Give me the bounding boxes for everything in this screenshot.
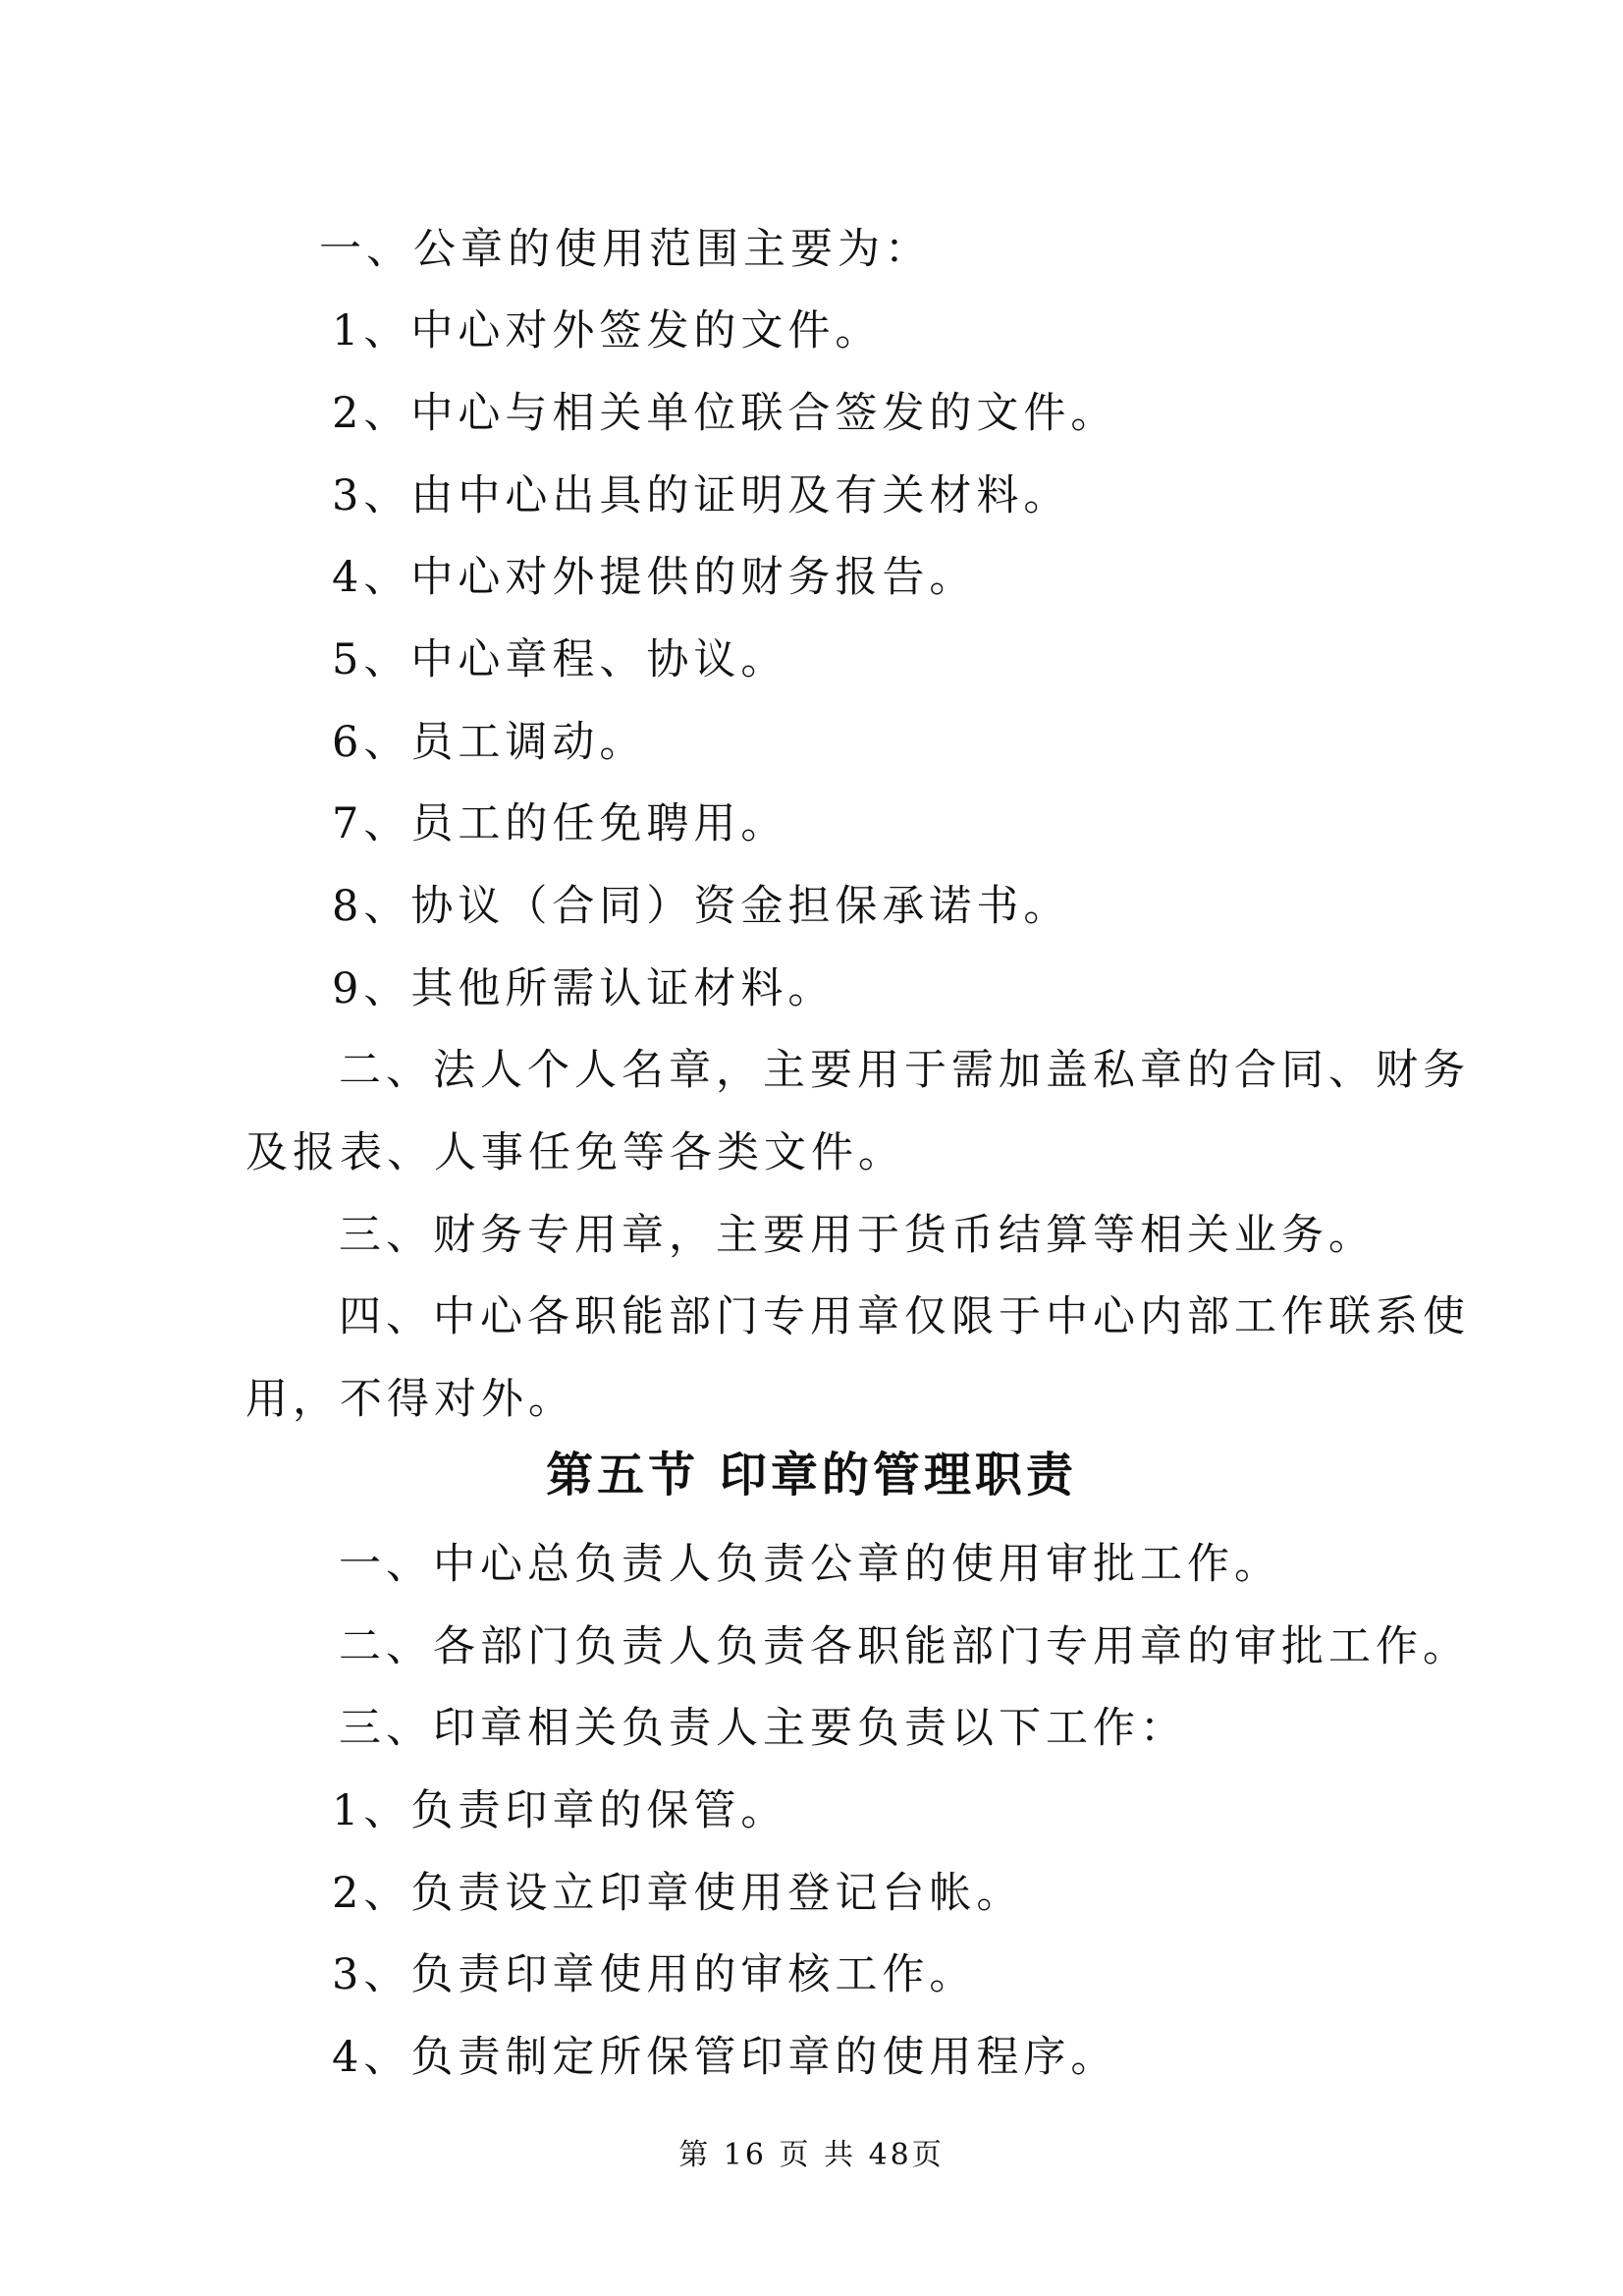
list-item: 1、负责印章的保管。: [332, 1786, 788, 1835]
list-item: 4、中心对外提供的财务报告。: [332, 553, 977, 602]
list-item: 1、中心对外签发的文件。: [332, 306, 883, 355]
paragraph-line: 二、法人个人名章，主要用于需加盖私章的合同、财务: [339, 1046, 1470, 1095]
list-item: 3、负责印章使用的审核工作。: [332, 1950, 977, 1999]
paragraph-line: 一、中心总负责人负责公章的使用审批工作。: [339, 1540, 1281, 1589]
intro-line: 一、公章的使用范围主要为：: [319, 225, 932, 274]
list-item: 6、员工调动。: [332, 718, 647, 767]
list-item: 3、由中心出具的证明及有关材料。: [332, 471, 1071, 520]
list-item: 4、负责制定所保管印章的使用程序。: [332, 2033, 1118, 2082]
list-item: 7、员工的任免聘用。: [332, 799, 788, 848]
paragraph-line: 四、中心各职能部门专用章仅限于中心内部工作联系使: [339, 1292, 1470, 1341]
paragraph-line: 三、财务专用章，主要用于货币结算等相关业务。: [339, 1211, 1376, 1260]
list-item: 2、负责设立印章使用登记台帐。: [332, 1869, 1024, 1918]
paragraph-line: 用，不得对外。: [245, 1375, 575, 1424]
section-heading: 第五节 印章的管理职责: [546, 1448, 1077, 1503]
list-item: 9、其他所需认证材料。: [332, 964, 836, 1013]
paragraph-line: 二、各部门负责人负责各职能部门专用章的审批工作。: [339, 1622, 1470, 1671]
paragraph-line: 及报表、人事任免等各类文件。: [245, 1128, 905, 1177]
paragraph-line: 三、印章相关负责人主要负责以下工作：: [339, 1704, 1187, 1753]
list-item: 8、协议（合同）资金担保承诺书。: [332, 882, 1071, 931]
list-item: 2、中心与相关单位联合签发的文件。: [332, 389, 1118, 438]
list-item: 5、中心章程、协议。: [332, 635, 788, 684]
page-number-footer: 第 16 页 共 48页: [678, 2138, 945, 2172]
